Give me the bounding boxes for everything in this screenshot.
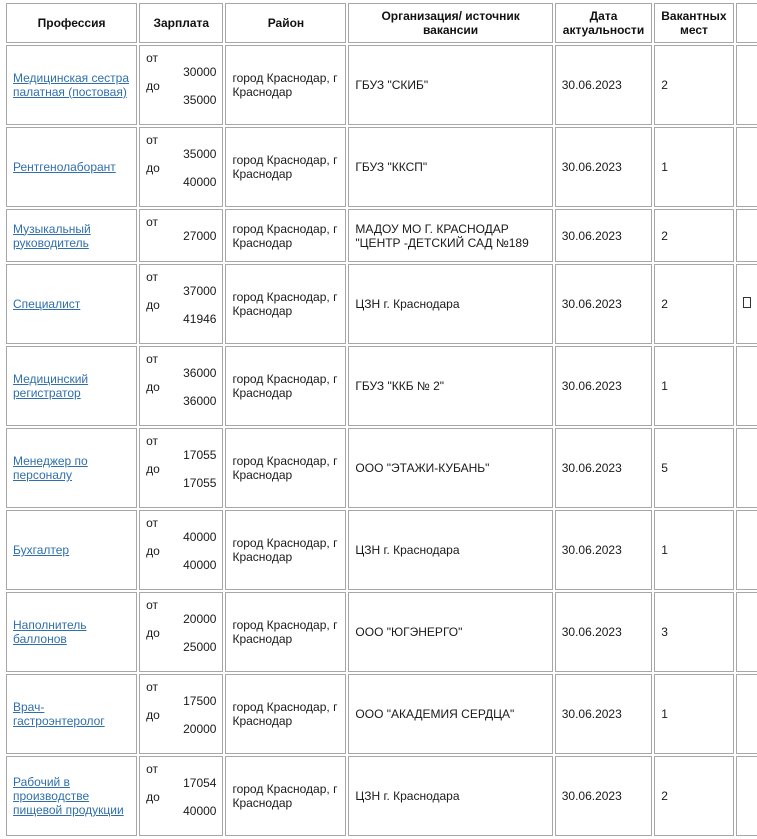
salary-range-label: от [146, 133, 159, 147]
organization-cell: ГБУЗ "ККБ № 2" [348, 346, 552, 426]
salary-from-value: 30000 [183, 65, 217, 79]
header-organization: Организация/ источник вакансии [348, 3, 552, 43]
salary-range-label: до [146, 380, 160, 394]
salary-from-value: 40000 [183, 530, 217, 544]
district-cell: город Краснодар, г Краснодар [225, 45, 346, 125]
profession-cell [6, 428, 137, 508]
date-cell: 30.06.2023 [555, 264, 653, 344]
date-cell: 30.06.2023 [555, 45, 653, 125]
table-row [6, 127, 757, 207]
vacancies-count-cell: 2 [654, 45, 733, 125]
date-cell: 30.06.2023 [555, 756, 653, 836]
salary-to-value: 40000 [183, 175, 217, 189]
profession-link[interactable]: Рентгенолаборант [13, 160, 116, 174]
vacancies-count-cell: 2 [654, 264, 733, 344]
organization-cell: ГБУЗ "СКИБ" [348, 45, 552, 125]
organization-cell: МАДОУ МО Г. КРАСНОДАР "ЦЕНТР -ДЕТСКИЙ САД №189 [348, 209, 552, 262]
salary-cell [139, 346, 223, 426]
extra-cell [736, 510, 757, 590]
vacancies-count-cell: 2 [654, 756, 733, 836]
profession-link[interactable]: Медицинская сестра палатная (постовая) [13, 71, 129, 99]
profession-link[interactable]: Рабочий в производстве пищевой продукции [13, 775, 124, 817]
table-row [6, 346, 757, 426]
salary-from-value: 17054 [183, 776, 217, 790]
profession-cell [6, 127, 137, 207]
district-cell: город Краснодар, г Краснодар [225, 346, 346, 426]
header-vacancies: Вакантных мест [654, 3, 733, 43]
salary-to-value: 41946 [183, 312, 217, 326]
profession-cell [6, 45, 137, 125]
vacancies-count-cell: 3 [654, 592, 733, 672]
organization-cell: ЦЗН г. Краснодара [348, 510, 552, 590]
salary-range-label: до [146, 79, 160, 93]
salary-range-label: от [146, 270, 159, 284]
salary-range-label: до [146, 708, 160, 722]
vacancies-count-cell: 5 [654, 428, 733, 508]
salary-range-label: до [146, 790, 160, 804]
date-cell: 30.06.2023 [555, 428, 653, 508]
header-row [6, 3, 757, 43]
salary-cell [139, 510, 223, 590]
profession-link[interactable]: Наполнитель баллонов [13, 618, 87, 646]
salary-range-label: до [146, 161, 160, 175]
date-cell: 30.06.2023 [555, 209, 653, 262]
organization-cell: ЦЗН г. Краснодара [348, 264, 552, 344]
extra-cell [736, 45, 757, 125]
profession-cell [6, 510, 137, 590]
salary-cell [139, 264, 223, 344]
table-row [6, 209, 757, 262]
table-row [6, 264, 757, 344]
salary-from-value: 27000 [183, 229, 217, 243]
vacancy-table-container [4, 1, 757, 838]
district-cell: город Краснодар, г Краснодар [225, 510, 346, 590]
salary-from-value: 20000 [183, 612, 217, 626]
salary-to-value: 40000 [183, 804, 217, 818]
salary-range-label: от [146, 762, 159, 776]
salary-range-label: от [146, 434, 159, 448]
district-cell: город Краснодар, г Краснодар [225, 209, 346, 262]
organization-cell: ООО "ЮГЭНЕРГО" [348, 592, 552, 672]
district-cell: город Краснодар, г Краснодар [225, 127, 346, 207]
vacancies-count-cell: 1 [654, 674, 733, 754]
organization-cell: ЦЗН г. Краснодара [348, 756, 552, 836]
profession-link[interactable]: Врач-гастроэнтеролог [13, 700, 105, 728]
extra-cell [736, 592, 757, 672]
salary-cell [139, 45, 223, 125]
table-row [6, 756, 757, 836]
salary-cell [139, 674, 223, 754]
salary-cell [139, 209, 223, 262]
profession-cell [6, 209, 137, 262]
salary-range-label: от [146, 51, 159, 65]
profession-link[interactable]: Бухгалтер [13, 543, 70, 557]
table-row [6, 45, 757, 125]
profession-link[interactable]: Медицинский регистратор [13, 372, 89, 400]
date-cell: 30.06.2023 [555, 674, 653, 754]
profession-cell [6, 346, 137, 426]
district-cell: город Краснодар, г Краснодар [225, 264, 346, 344]
salary-range-label: до [146, 544, 160, 558]
header-profession: Профессия [6, 3, 137, 43]
table-row [6, 510, 757, 590]
date-cell: 30.06.2023 [555, 127, 653, 207]
profession-link[interactable]: Музыкальный руководитель [13, 221, 91, 250]
table-row [6, 674, 757, 754]
profession-link[interactable]: Специалист [13, 297, 81, 311]
district-cell: город Краснодар, г Краснодар [225, 592, 346, 672]
vacancy-table [4, 1, 757, 838]
salary-cell [139, 428, 223, 508]
salary-range-label: от [146, 516, 159, 530]
vacancies-count-cell: 2 [654, 209, 733, 262]
table-row [6, 428, 757, 508]
salary-range-label: до [146, 298, 160, 312]
profession-cell [6, 592, 137, 672]
profession-link[interactable]: Менеджер по персоналу [13, 454, 88, 482]
salary-to-value: 20000 [183, 722, 217, 736]
salary-range-label: до [146, 462, 160, 476]
salary-cell [139, 756, 223, 836]
organization-cell: ГБУЗ "ККСП" [348, 127, 552, 207]
salary-range-label: от [146, 598, 159, 612]
salary-range-label: от [146, 680, 159, 694]
salary-to-value: 36000 [183, 394, 217, 408]
salary-to-value: 40000 [183, 558, 217, 572]
profession-cell [6, 756, 137, 836]
date-cell: 30.06.2023 [555, 592, 653, 672]
salary-from-value: 17055 [183, 448, 217, 462]
header-extra [736, 3, 757, 43]
extra-cell [736, 209, 757, 262]
vacancies-count-cell: 1 [654, 346, 733, 426]
salary-range-label: до [146, 626, 160, 640]
table-row [6, 592, 757, 672]
vacancies-count-cell: 1 [654, 510, 733, 590]
extra-cell [736, 346, 757, 426]
district-cell: город Краснодар, г Краснодар [225, 428, 346, 508]
salary-cell [139, 592, 223, 672]
salary-from-value: 35000 [183, 147, 217, 161]
salary-range-label: от [146, 215, 159, 229]
header-date: Дата актуальности [555, 3, 653, 43]
organization-cell: ООО "ЭТАЖИ-КУБАНЬ" [348, 428, 552, 508]
header-district: Район [225, 3, 346, 43]
salary-range-label: от [146, 352, 159, 366]
district-cell: город Краснодар, г Краснодар [225, 674, 346, 754]
profession-cell [6, 264, 137, 344]
header-salary: Зарплата [139, 3, 223, 43]
salary-from-value: 37000 [183, 284, 217, 298]
salary-to-value: 25000 [183, 640, 217, 654]
date-cell: 30.06.2023 [555, 346, 653, 426]
vacancies-count-cell: 1 [654, 127, 733, 207]
extra-cell [736, 264, 757, 344]
district-cell: город Краснодар, г Краснодар [225, 756, 346, 836]
profession-cell [6, 674, 137, 754]
date-cell: 30.06.2023 [555, 510, 653, 590]
extra-cell [736, 127, 757, 207]
salary-to-value: 35000 [183, 93, 217, 107]
extra-cell [736, 428, 757, 508]
extra-cell [736, 674, 757, 754]
salary-cell [139, 127, 223, 207]
salary-from-value: 36000 [183, 366, 217, 380]
extra-cell [736, 756, 757, 836]
salary-to-value: 17055 [183, 476, 217, 490]
organization-cell: ООО "АКАДЕМИЯ СЕРДЦА" [348, 674, 552, 754]
salary-from-value: 17500 [183, 694, 217, 708]
missing-glyph-icon [743, 297, 751, 308]
